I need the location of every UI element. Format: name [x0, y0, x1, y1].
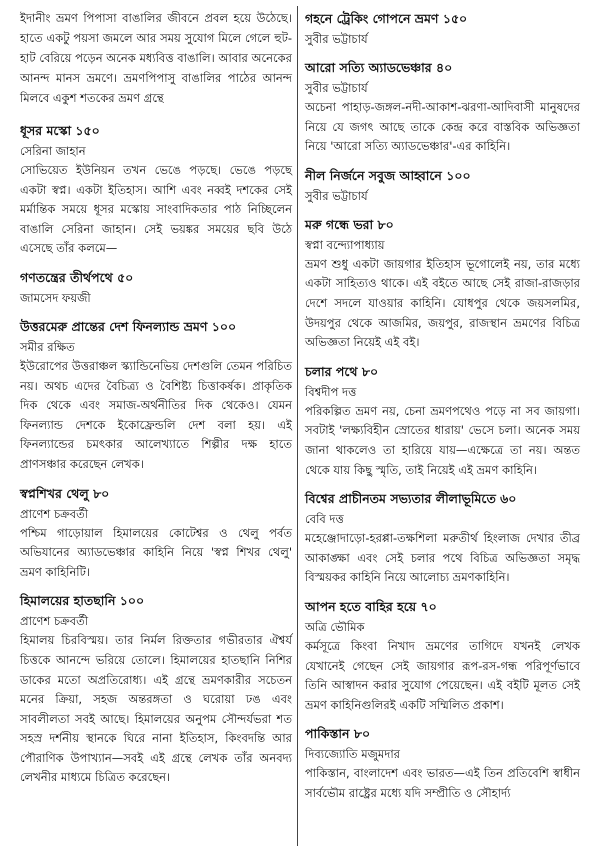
book-author: অত্রি ভৌমিক — [305, 619, 365, 634]
book-entry — [20, 590, 292, 788]
book-title: মরু গন্ধে ভরা ৮০ — [305, 216, 394, 232]
book-description: সোভিয়েত ইউনিয়ন তখন ভেঙে পড়ছে। ভেঙে পড়ছে একটা স্বপ্ন। একটা ইতিহাস। আশি এবং নব্বই দশকের সেই মর্মান্তিক সময়ে ধূসর মস্কোয় সাংবাদিকতার পাঠ নিচ্ছিলেন বাঙালি সেরিনা জাহান। সেই ভয়ঙ্কর সময়ের ছবি উঠে এসেছে তাঁর কলমে— — [20, 163, 292, 256]
book-entry — [20, 316, 292, 475]
book-entry — [305, 8, 580, 49]
book-title: উত্তরমেরু প্রান্তের দেশ ফিনল্যান্ড ভ্রমণ ১০০ — [20, 318, 237, 334]
book-entry — [305, 596, 580, 715]
book-title: পাকিস্তান ৮০ — [305, 726, 371, 742]
book-description: পশ্চিম গাড়োয়াল হিমালয়ের কোটেশ্বর ও থেলু পর্বত অভিযানের অ্যাডভেঞ্চার কাহিনি নিয়ে 'স্বপ্ন শিখর থেলু' ভ্রমণ কাহিনিটি। — [20, 525, 292, 579]
left-column — [20, 8, 292, 796]
book-title: আরো সত্যি অ্যাডভেঞ্চার ৪০ — [305, 60, 453, 75]
book-description: মহেঞ্জোদাড়ো-হরপ্পা-তক্ষশিলা মরুতীর্থ হিংলাজ দেখার তীব্র আকাঙ্ক্ষা এবং সেই চলার পথে বিচিত্র অভিজ্ঞতা সমৃদ্ধ বিস্ময়কর কাহিনি নিয়ে আলোচ্য ভ্রমণকাহিনি। — [305, 531, 580, 585]
book-title: গণতন্ত্রের তীর্থপথে ৫০ — [20, 269, 134, 285]
book-author: সেরিনা জাহান — [20, 144, 86, 158]
book-author: প্রাণেশ চক্রবর্তী — [20, 506, 89, 521]
book-author: প্রাণেশ চক্রবর্তী — [20, 614, 89, 629]
book-author: স্বপ্না বন্দ্যোপাধ্যায় — [305, 237, 385, 252]
book-entry — [305, 165, 580, 206]
book-author: সুবীর ভট্টাচার্য — [305, 81, 368, 95]
book-description: পরিকল্পিত ভ্রমণ নয়, চেনা ভ্রমণপথেও পড়ে না সব জায়গা। সবটাই 'লক্ষ্যবিহীন স্রোতের ধারায়' ভেসে চলা। অনেক সময় জানা থাকলেও তা হারিয়ে যায়—এক্ষেত্রে তা নয়। অন্তত থেকে যায় কিছু স্মৃতি, তাই নিয়েই এই ভ্রমণ কাহিনি। — [305, 403, 580, 477]
book-title: স্বপ্নশিখর থেলু ৮০ — [20, 485, 110, 501]
book-author: সমীর রক্ষিত — [20, 339, 75, 354]
right-column — [305, 8, 580, 811]
book-description: হিমালয় চিরবিস্ময়। তার নির্মল রিক্ততার গভীরতার ঐশ্বর্য চিত্তকে আনন্দে ভরিয়ে তোলে। হিমালয়ের হাতছানি নিশির ডাকের মতো অপ্রতিরোধ্য। এই গ্রন্থে ভ্রমণকারীর সচেতন মনের ক্রিয়া, সহজ অন্তরঙ্গতা ও ঘরোয়া ঢঙ এবং সাবলীলতা সবই আছে। হিমালয়ের অনুপম সৌন্দর্যভরা শত সহস্র দর্শনীয় স্থানকে ঘিরে নানা ইতিহাস, কিংবদন্তি আর পৌরাণিক উপাখ্যান—সবই এই গ্রন্থে লেখক তাঁর অনবদ্য লেখনীর মাধ্যমে চিত্রিত করেছেন। — [20, 633, 292, 785]
book-entry — [20, 483, 292, 583]
book-entry — [305, 488, 580, 588]
book-title: নীল নির্জনে সবুজ আহ্বানে ১০০ — [305, 167, 471, 183]
book-author: দিব্যজ্যোতি মজুমদার — [305, 747, 400, 762]
book-title: বিশ্বের প্রাচীনতম সভ্যতার লীলাভূমিতে ৬০ — [305, 491, 517, 507]
book-title: গহনে ট্রেকিং গোপনে ভ্রমণ ১৫০ — [305, 11, 468, 26]
book-description: অচেনা পাহাড়-জঙ্গল-নদী-আকাশ-ঝরণা-আদিবাসী মানুষদের নিয়ে যে জগৎ আছে তাকে কেন্দ্র করে বাস্তবিক অভিজ্ঞতা নিয়ে 'আরো সত্যি অ্যাডভেঞ্চার'-এর কাহিনি। — [305, 100, 580, 154]
book-description: ইউরোপের উত্তরাঞ্চল স্ক্যান্ডিনেভিয় দেশগুলি তেমন পরিচিত নয়। অথচ এদের বৈচিত্র্য ও বৈশিষ্ট্য চিত্তাকর্ষক। প্রাকৃতিক দিক থেকে এবং সমাজ-অর্থনীতির দিক থেকেও। যেমন ফিনল্যান্ড দেশকে ইকোফ্রেন্ডলি দেশ বলা হয়। এই ফিনল্যান্ডের চমৎকার আলেখ্যাতে শিল্পীর দক্ষ হাতে প্রাণসঞ্চার করেছেন লেখক। — [20, 358, 292, 471]
book-entry — [305, 214, 580, 353]
book-description: ভ্রমণ শুধু একটা জায়গার ইতিহাস ভূগোলেই নয়, তার মধ্যে একটা সাহিত্যও থাকে। এই বইতে আছে সেই রাজা-রাজড়ার দেশে সদলে যাওয়ার কাহিনি। যোধপুর থেকে জয়সলমির, উদয়পুর থেকে আজমির, জয়পুর, রাজস্থান ভ্রমণের বিচিত্র অভিজ্ঞতা নিয়েই এই বই। — [305, 256, 580, 350]
column-divider — [297, 6, 298, 846]
book-title: ধূসর মস্কো ১৫০ — [20, 123, 100, 138]
book-title: চলার পথে ৮০ — [305, 363, 379, 379]
book-entry — [20, 120, 292, 259]
book-description: কর্মসূত্রে কিংবা নিখাদ ভ্রমণের তাগিদে যখনই লেখক যেখানেই গেছেন সেই জায়গার রূপ-রস-গন্ধ পরিপূর্ণভাবে তিনি আস্বাদন করার সুযোগ পেয়েছেন। এই বইটি মূলত সেই ভ্রমণ কাহিনিগুলিরই একটি সম্মিলিত প্রকাশ। — [305, 638, 580, 712]
book-author: বিশ্বদীপ দত্ত — [305, 384, 357, 399]
book-entry — [20, 267, 292, 308]
book-author: সুবীর ভট্টাচার্য — [305, 32, 368, 46]
intro-paragraph: ইদানীং ভ্রমণ পিপাসা বাঙালির জীবনে প্রবল হয়ে উঠেছে। হাতে একটু পয়সা জমলে আর সময় সুযোগ মিলে গেলে হুট-হাট বেরিয়ে পড়েন অনেক মধ্যবিত্ত বাঙালি। আবার অনেকের আনন্দ মানস ভ্রমণে। ভ্রমণপিপাসু বাঙালির পাঠের আনন্দ মিলবে একুশ শতকের ভ্রমণ গ্রন্থে — [20, 11, 292, 105]
book-author: সুবীর ভট্টাচার্য — [305, 188, 368, 203]
book-author: বেবি দত্ত — [305, 512, 344, 527]
book-description: পাকিস্তান, বাংলাদেশ এবং ভারত—এই তিন প্রতিবেশি স্বাধীন সার্বভৌম রাষ্ট্রের মধ্যে যদি সম্প্রীতি ও সৌহার্দ্য — [305, 766, 580, 800]
book-title: হিমালয়ের হাতছানি ১০০ — [20, 593, 145, 609]
book-author: জামসেদ ফয়জী — [20, 290, 91, 305]
book-entry — [305, 361, 580, 480]
book-entry — [305, 723, 580, 803]
book-entry — [305, 57, 580, 157]
book-title: আপন হতে বাহির হয়ে ৭০ — [305, 598, 437, 614]
